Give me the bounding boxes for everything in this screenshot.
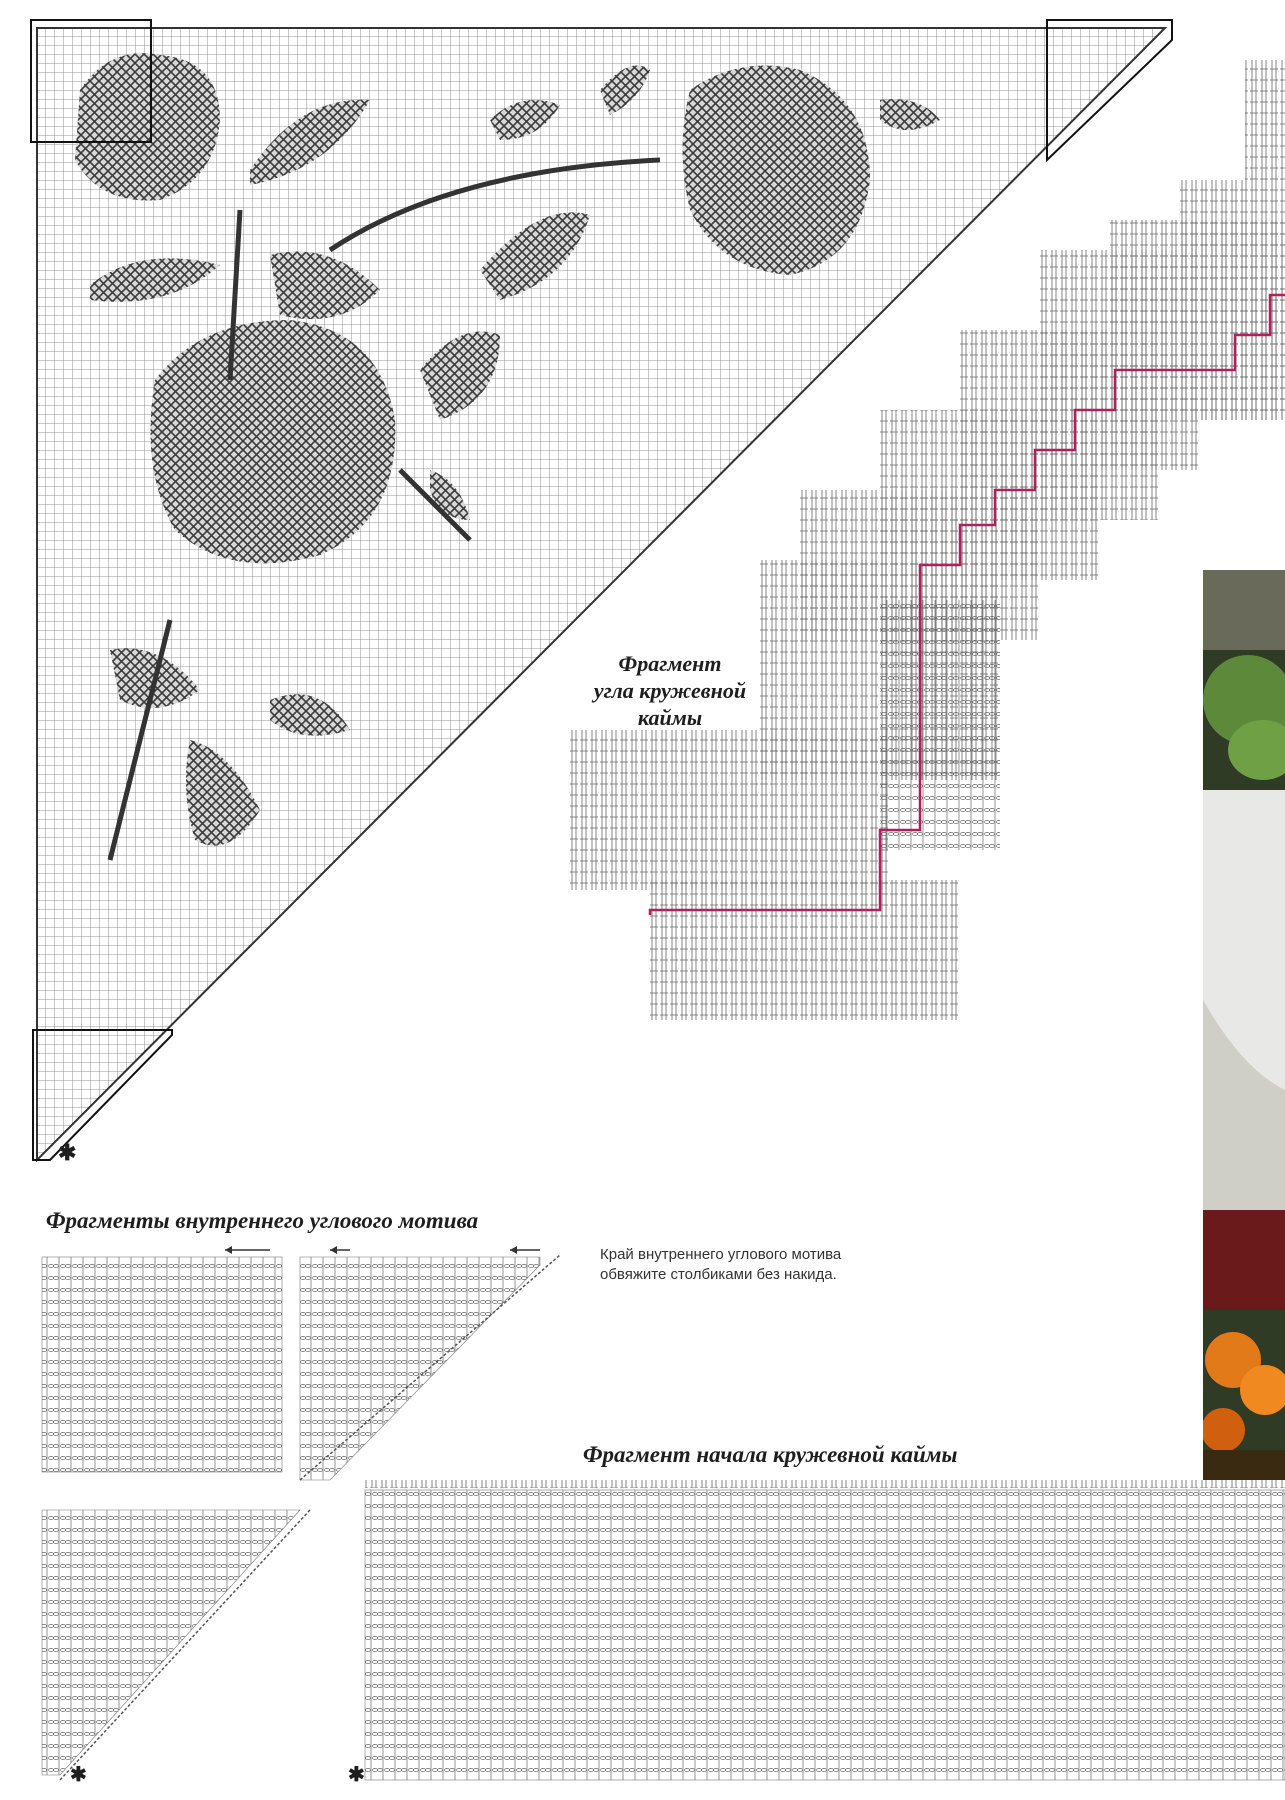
inner-motif-chart-1 bbox=[42, 1246, 282, 1472]
start-star-mark-border: ✱ bbox=[348, 1764, 365, 1786]
border-start-chart bbox=[365, 1480, 1285, 1780]
start-star-mark-inner: ✱ bbox=[70, 1764, 87, 1786]
inner-motif-chart-2 bbox=[300, 1246, 560, 1480]
edge-instruction-note: Край внутреннего углового мотива обвяжите столбиками без накида. bbox=[600, 1246, 842, 1283]
corner-fragment-caption: Фрагмент угла кружевной каймы bbox=[593, 651, 747, 730]
border-start-caption: Фрагмент начала кружевной каймы bbox=[583, 1442, 958, 1467]
flowers-photo bbox=[1203, 570, 1285, 1480]
start-star-mark: ✱ bbox=[58, 1140, 77, 1165]
inner-motif-caption: Фрагменты внутреннего углового мотива bbox=[46, 1208, 479, 1233]
inner-motif-chart-3 bbox=[42, 1510, 310, 1780]
